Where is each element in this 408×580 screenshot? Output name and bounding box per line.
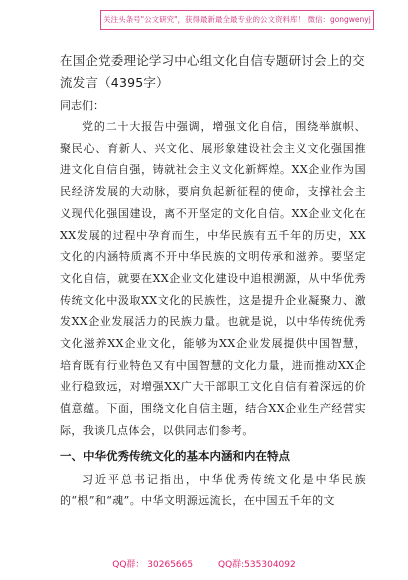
document-body bbox=[60, 50, 366, 512]
footer-qq-group-2: QQ群:535304092 bbox=[217, 560, 296, 570]
salutation: 同志们： bbox=[60, 99, 104, 112]
body-paragraph: 党的二十大报告中强调，增强文化自信，围绕举旗帜、聚民心、育新人、兴文化、展形象建设社会主义文化强国推进文化自信自强，铸就社会主义文化新辉煌。XX企业作为国民经济发展的大动脉，要肩负起新征程的使命，支撑社会主义现代化强国建设，离不开坚定的文化自信。XX企业文化在XX发展的过程中孕育而生，中华民族有五千年的历史，XX文化的内涵特质离不开中华民族的文明传承和滋养。要坚定文化自信，就要在XX企业文化建设中追根溯源，从中华优秀传统文化中汲取XX文化的民族性，这是提升企业凝聚力、激发XX企业发展活力的民族力量。也就是说，以中华传统优秀文化滋养XX企业文化，能够为XX企业发展提供中国智慧，培育既有行业特色又有中国智慧的文化力量，进而推动XX企业行稳致远，对增强XX广大干部职工文化自信有着深远的价值意蕴。下面，围绕文化自信主题，结合XX企业生产经营实际，我谈几点体会，以供同志们参考。 bbox=[60, 120, 366, 437]
section-heading: 一、中华优秀传统文化的基本内涵和内在特点 bbox=[60, 448, 290, 463]
top-banner: 关注头条号"公文研究"，获得最新最全最专业的公文资料库！ 微信：gongwenyj bbox=[100, 10, 374, 30]
footer-qq-group-1: QQ群： 30265665 bbox=[112, 560, 194, 570]
document-title: 在国企党委理论学习中心组文化自信专题研讨会上的交流发言（4395字） bbox=[60, 53, 365, 90]
footer-contact bbox=[0, 558, 408, 572]
section-paragraph: 习近平总书记指出，中华优秀传统文化是中华民族的“根”和“魂”。中华文明源远流长，在中国五千年的文 bbox=[60, 472, 366, 508]
